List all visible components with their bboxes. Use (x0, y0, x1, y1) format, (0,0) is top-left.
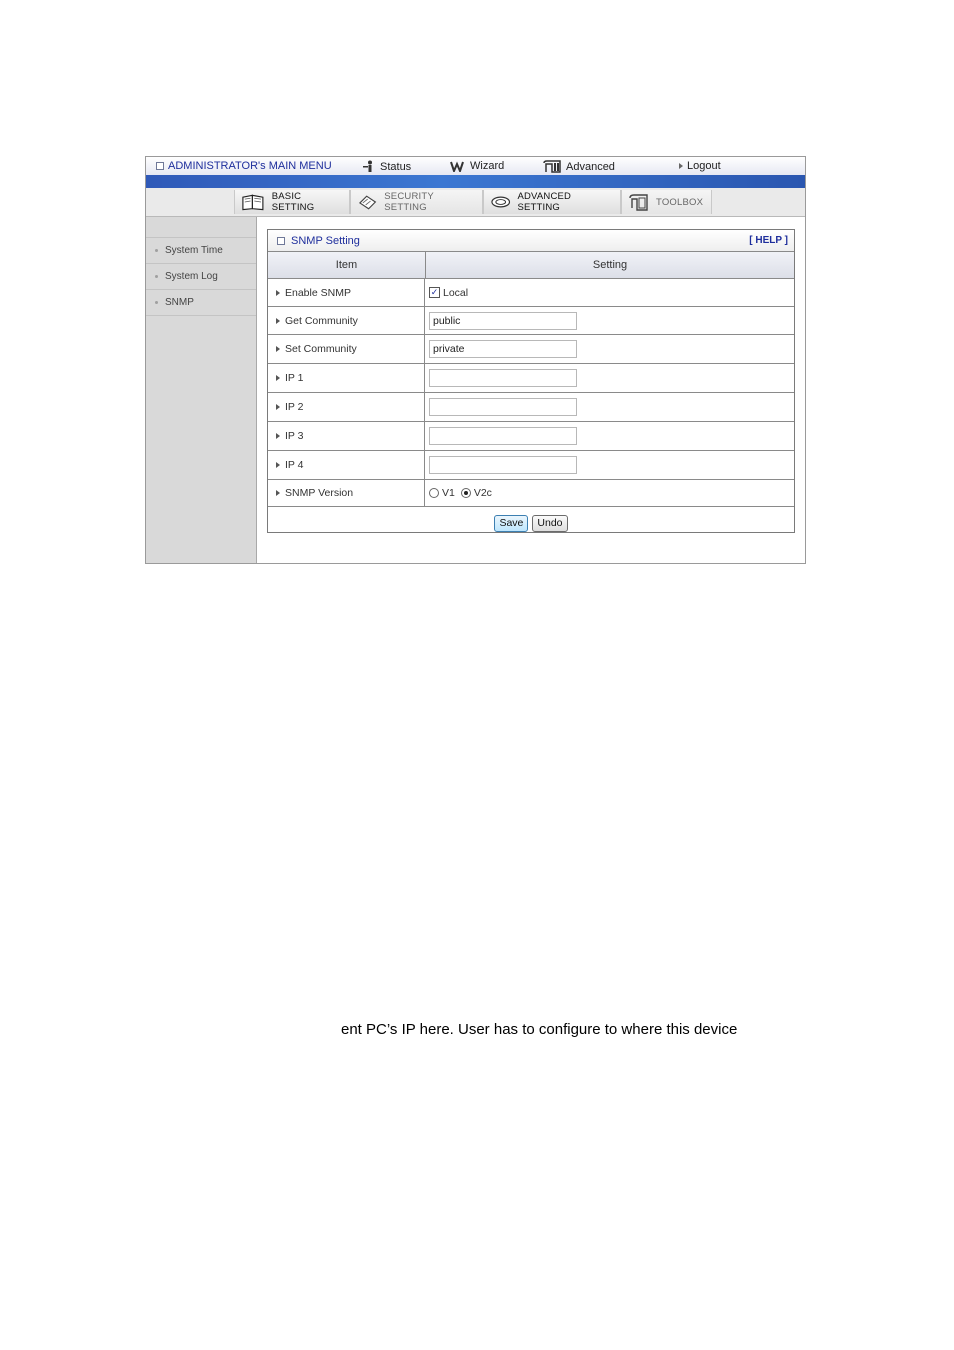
advanced-menu[interactable]: Advanced (542, 160, 615, 173)
row-arrow-icon (276, 290, 280, 296)
row-arrow-icon (276, 375, 280, 381)
local-checkbox[interactable]: ✓ (430, 287, 439, 297)
v2c-label: V2c (473, 487, 492, 499)
ip3-input[interactable] (429, 427, 577, 445)
ip2-input[interactable] (429, 398, 577, 416)
action-bar (268, 507, 794, 539)
panel-header (268, 230, 794, 252)
header-banner (146, 175, 805, 188)
document-text-fragment: ent PC’s IP here. User has to configure to where this device (341, 1021, 738, 1038)
row-ip1: IP 1 (268, 364, 794, 393)
logout-menu[interactable]: Logout (679, 160, 721, 172)
row-arrow-icon (276, 318, 280, 324)
status-icon (362, 160, 376, 173)
security-icon (357, 193, 378, 211)
tab-toolbox[interactable]: TOOLBOX (621, 190, 712, 214)
get-community-input[interactable] (429, 312, 577, 330)
bullet-icon (155, 301, 158, 304)
sidebar-item-system-time[interactable]: System Time (146, 237, 256, 264)
row-arrow-icon (276, 346, 280, 352)
row-ip3: IP 3 (268, 422, 794, 451)
settings-tabs (146, 188, 805, 217)
row-ip4: IP 4 (268, 451, 794, 480)
help-link[interactable]: [ HELP ] (749, 235, 788, 246)
save-button[interactable]: Save (494, 515, 528, 532)
sidebar (146, 217, 257, 563)
wizard-menu[interactable]: Wizard (450, 160, 504, 172)
undo-button[interactable]: Undo (532, 515, 567, 532)
row-arrow-icon (276, 490, 280, 496)
panel-title: SNMP Setting (291, 234, 360, 247)
tab-security-setting[interactable]: SECURITY SETTING (350, 190, 483, 214)
book-icon (241, 193, 266, 211)
sidebar-item-snmp[interactable]: SNMP (146, 290, 256, 316)
square-bullet-icon (277, 237, 285, 245)
wizard-icon (450, 160, 466, 172)
v2c-radio[interactable] (461, 488, 471, 498)
tab-advanced-setting[interactable]: ADVANCED SETTING (483, 190, 621, 214)
admin-main-menu[interactable]: ADMINISTRATOR's MAIN MENU (156, 160, 332, 172)
row-enable-snmp: Enable SNMP ✓ Local (268, 279, 794, 307)
row-set-community: Set Community private (268, 335, 794, 364)
square-bullet-icon (156, 162, 164, 170)
advanced-icon (542, 160, 562, 173)
v1-radio[interactable] (429, 488, 439, 498)
advanced-setting-icon (490, 194, 511, 210)
bullet-icon (155, 249, 158, 252)
bullet-icon (155, 275, 158, 278)
row-arrow-icon (276, 462, 280, 468)
ip1-input[interactable] (429, 369, 577, 387)
row-ip2: IP 2 (268, 393, 794, 422)
column-setting: Setting (592, 259, 628, 271)
status-menu[interactable]: Status (362, 160, 411, 173)
table-header (268, 252, 794, 279)
logout-arrow-icon (679, 163, 683, 169)
sidebar-item-system-log[interactable]: System Log (146, 264, 256, 290)
row-arrow-icon (276, 433, 280, 439)
column-item: Item (268, 252, 426, 278)
snmp-setting-panel (267, 229, 795, 533)
row-snmp-version: SNMP Version V1 V2c (268, 480, 794, 507)
ip4-input[interactable] (429, 456, 577, 474)
row-arrow-icon (276, 404, 280, 410)
local-label: Local (443, 286, 469, 299)
router-admin-window (145, 156, 806, 564)
toolbox-icon (628, 194, 650, 211)
v1-label: V1 (442, 487, 455, 499)
main-menu-bar (146, 157, 805, 176)
row-get-community: Get Community public (268, 307, 794, 335)
set-community-input[interactable] (429, 340, 577, 358)
tab-basic-setting[interactable]: BASIC SETTING (234, 190, 350, 214)
